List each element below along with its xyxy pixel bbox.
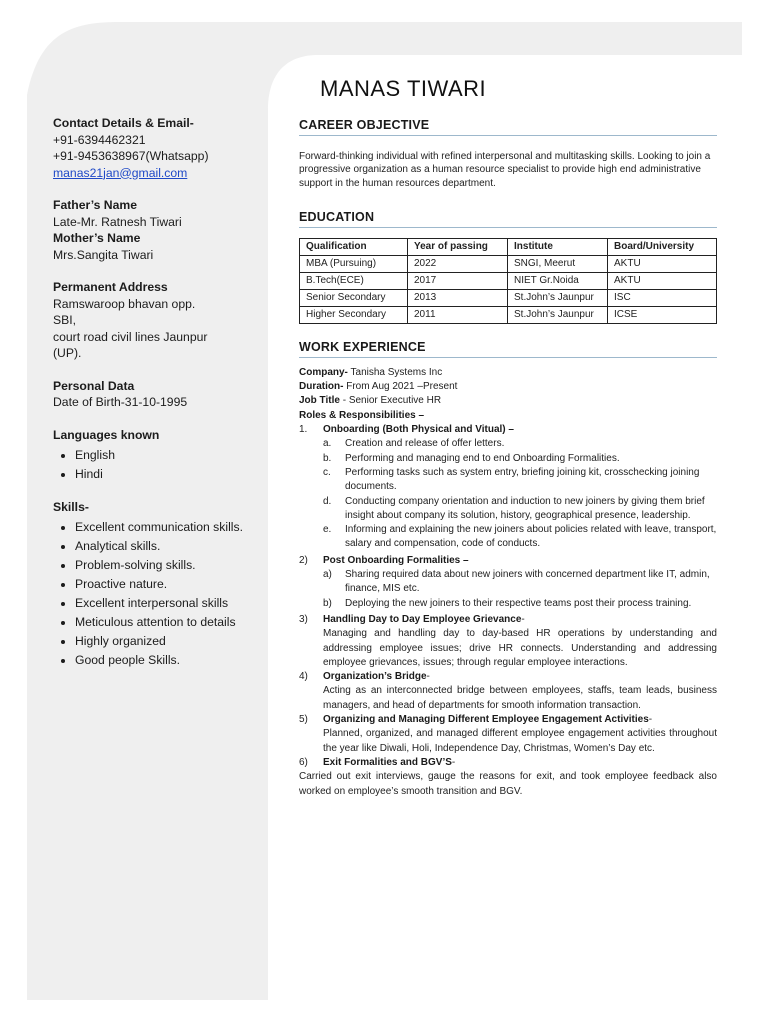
skill-item: • Highly organized [75,633,253,650]
table-cell: 2011 [408,306,508,323]
table-cell: St.John’s Jaunpur [508,289,608,306]
table-row [300,306,717,323]
section-title: Handling Day to Day Employee Grievance [323,613,522,625]
education-heading: EDUCATION [299,210,717,228]
skills-heading: Skills- [53,499,89,514]
mother-name: Mrs.Sangita Tiwari [53,247,154,262]
date-of-birth: Date of Birth-31-10-1995 [53,395,188,409]
table-header-row [300,238,717,255]
company-value: Tanisha Systems Inc [347,366,443,378]
section-number: 5) [299,714,308,726]
address-line-4: (UP). [53,346,82,360]
language-item: • Hindi [75,466,253,483]
skill-item: • Problem-solving skills. [75,557,253,574]
job-title-label: Job Title [299,395,340,407]
address-heading: Permanent Address [53,280,168,294]
father-name: Late-Mr. Ratnesh Tiwari [53,214,182,229]
work-heading: WORK EXPERIENCE [299,340,717,358]
section-number: 3) [299,613,308,625]
education-table [299,238,717,324]
section-number: 1. [299,424,308,436]
section-number: 6) [299,756,308,768]
roles-label: Roles & Responsibilities – [299,409,425,421]
address-line-1: Ramswaroop bhavan opp. [53,296,196,311]
skill-item: • Analytical skills. [75,538,253,555]
career-heading: CAREER OBJECTIVE [299,118,717,136]
career-objective-text: Forward-thinking individual with refined interpersonal and multitasking skills. Looking to join a progressive organization as a human resource specialist to provide high end administrative support in the human resources department. [299,151,711,189]
duration-label: Duration- [299,381,344,393]
table-cell: NIET Gr.Noida [508,272,608,289]
work-experience-body: Company- Tanisha Systems Inc Duration- From Aug 2021 –Present Job Title - Senior Executive HR Roles & Responsibilities – 1. Onboarding (Both Physical and Vitual) – a. Creation and release of offer letters. b. Performing and managing end to end Onboarding Formalities. c. Performing tasks such as system entry, briefing joining kit, crosschecking joining documents. d. Conducting company orientation and induction to new joiners by giving them brief insight about company its solution, history, geographical presence, leadership. e. Informing and explaining the new joiners about policies related with leave, transport, salary and compensation, code of conducts. 2) Post Onboarding Formalities – a) Sharing required data about new joiners with concerned department like IT, admin, finance, MIS etc. b) Deploying the new joiners to their respective teams post their process training. 3) Handling Day to Day Employee Grievance- Managing and handling day to day-based HR operations by understanding and addressing employee issues; drive HR connects. Understanding and addressing employee grievances, issues; through regular employee interactions. 4) Organization’s Bridge- Acting as an interconnected bridge between employees, staffs, team leads, business managers, and head of departments for smooth information transaction. 5) Organizing and Managing Different Employee Engagement Activities- Planned, organized, and managed different employee engagement activities throughout the year like Diwali, Holi, Independence Day, Christmas, Women’s Day etc. 6) Exit Formalities and BGV’S- Carried out exit interviews, gauge the reasons for exit, and took employee feedback also worked on employee’s smooth transition and BGV. [299,366,717,799]
section-title: Post Onboarding Formalities – [323,554,469,566]
list-item: d. Conducting company orientation and induction to new joiners by giving them brief insight about company its solution, history, geographical presence, leadership. [323,495,705,521]
sidebar [53,115,253,671]
table-row [300,289,717,306]
main-content [299,118,717,799]
list-item: e. Informing and explaining the new joiners about policies related with leave, transport, salary and compensation, code of conducts. [323,524,717,550]
job-title-value: - Senior Executive HR [339,395,442,407]
section-title: Onboarding (Both Physical and Vitual) – [323,424,514,436]
father-heading: Father’s Name [53,198,137,212]
table-cell: SNGI, Meerut [508,255,608,272]
section-text: Planned, organized, and managed different employee engagement activities throughout the year like Diwali, Holi, Independence Day, Christmas, Women’s Day etc. [323,728,717,754]
skill-item: • Proactive nature. [75,576,253,593]
company-label: Company- [299,366,348,378]
section-title: Organizing and Managing Different Employee Engagement Activities [323,714,649,726]
mother-heading: Mother’s Name [53,231,141,245]
table-cell: MBA (Pursuing) [300,255,408,272]
table-cell: AKTU [608,272,717,289]
skill-item: • Excellent interpersonal skills [75,595,253,612]
table-cell: St.John’s Jaunpur [508,306,608,323]
email-link[interactable]: manas21jan@gmail.com [53,165,188,180]
contact-heading: Contact Details & Email- [53,116,194,130]
address-line-2: SBI, [53,313,77,327]
address-line-3: court road civil lines Jaunpur [53,329,208,344]
skill-item: • Excellent communication skills. [75,519,253,536]
list-item: c. Performing tasks such as system entry, briefing joining kit, crosschecking joining documents. [323,466,700,493]
table-header: Qualification [300,238,408,255]
table-cell: 2017 [408,272,508,289]
section-text: Carried out exit interviews, gauge the reasons for exit, and took employee feedback also worked on employee’s smooth transition and BGV. [299,771,717,797]
skill-item: • Meticulous attention to details [75,614,253,631]
languages-heading: Languages known [53,427,160,442]
table-row [300,272,717,289]
personal-heading: Personal Data [53,378,135,393]
skill-item: • Good people Skills. [75,652,253,669]
section-text: Managing and handling day to day-based HR operations by understanding and addressing employee issues; drive HR connects. Understanding and addressing employee grievances, issues; through regular employee interactions. [323,628,717,668]
languages-list [53,447,253,483]
table-cell: AKTU [608,255,717,272]
skills-list [53,519,253,669]
language-item: • English [75,447,253,464]
table-cell: ICSE [608,306,717,323]
table-cell: 2022 [408,255,508,272]
list-item: a) Sharing required data about new joiners with concerned department like IT, admin, finance, MIS etc. [323,569,710,595]
phone-primary: +91-6394462321 [53,132,146,147]
candidate-name: MANAS TIWARI [320,76,487,101]
duration-value: From Aug 2021 –Present [343,381,458,393]
section-text: Acting as an interconnected bridge between employees, staffs, team leads, business managers, and head of departments for smooth information transaction. [323,685,717,711]
table-cell: 2013 [408,289,508,306]
table-row [300,255,717,272]
table-cell: B.Tech(ECE) [300,272,408,289]
phone-whatsapp: +91-9453638967(Whatsapp) [53,149,209,163]
section-number: 2) [299,554,308,566]
table-header: Board/University [608,238,717,255]
table-cell: Senior Secondary [300,289,408,306]
section-title: Exit Formalities and BGV’S [323,756,452,768]
table-header: Year of passing [408,238,508,255]
list-item: b. Performing and managing end to end Onboarding Formalities. [323,452,620,464]
section-number: 4) [299,671,308,683]
table-cell: Higher Secondary [300,306,408,323]
list-item: a. Creation and release of offer letters. [323,438,505,450]
list-item: b) Deploying the new joiners to their respective teams post their process training. [323,597,692,609]
section-title: Organization’s Bridge [323,671,427,683]
table-cell: ISC [608,289,717,306]
table-header: Institute [508,238,608,255]
